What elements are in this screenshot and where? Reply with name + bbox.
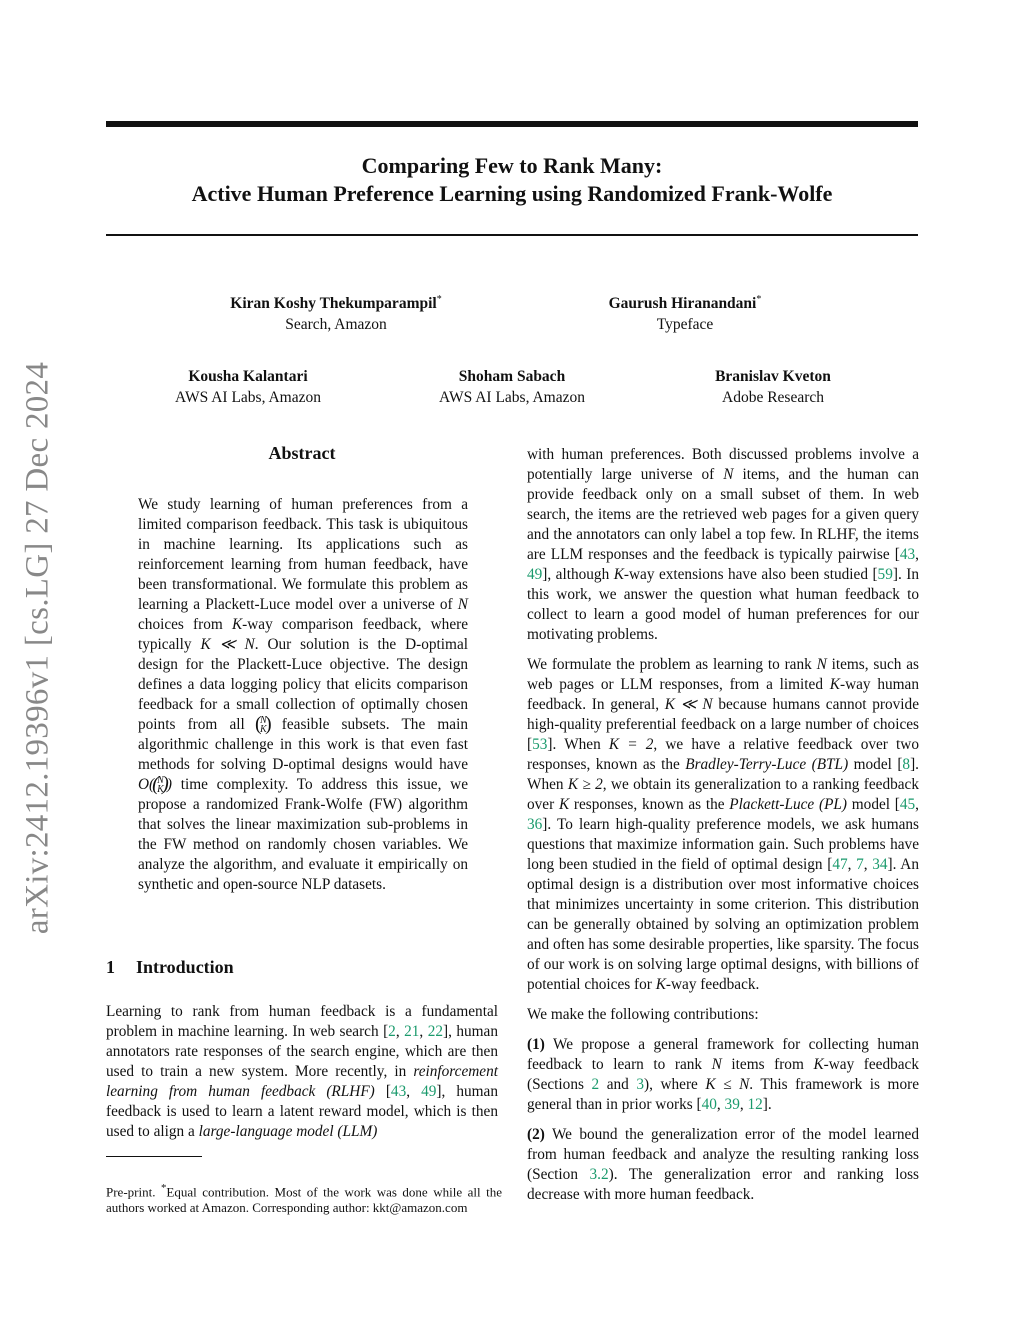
contribution-item: (2) We bound the generalization error of the model learned from human feedback and analyze the resulting ranking loss (Section 3.2). The generalization error and ranking loss decrease with more human feedback. xyxy=(527,1126,919,1203)
section-link[interactable]: 3.2 xyxy=(589,1166,609,1183)
contribution-item: (1) We propose a general framework for collecting human feedback to learn to rank N items from K-way feedback (Sections 2 and 3), where K ≤ N. This framework is more general than in prior works [40, 39, 12]. xyxy=(527,1036,919,1113)
section-number: 1 xyxy=(106,957,115,977)
paragraph: We formulate the problem as learning to rank N items, such as web pages or LLM responses, from a limited K-way human feedback. In general, K ≪ N because humans cannot provide high-quality preferential feedback on a large number of choices [53]. When K = 2, we have a relative feedback over two responses, known as the Bradley-Terry-Luce (BTL) model [8]. When K ≥ 2, we obtain its generalization to a ranking feedback over K responses, known as the Plackett-Luce (PL) model [45, 36]. To learn high-quality preference models, we ask humans questions that maximize information gain. Such problems have long been studied in the field of optimal design [47, 7, 34]. An optimal design is a distribution over most informative choices that minimizes uncertainty in some criterion. This distribution can be generally obtained by solving an optimization problem and often has some desirable properties, like sparsity. The focus of our work is on solving large optimal designs, with billions of potential choices for K-way feedback. xyxy=(527,656,919,993)
author-affiliation: Adobe Research xyxy=(722,389,824,406)
citation-link[interactable]: 34 xyxy=(872,856,888,873)
title-rule xyxy=(106,234,918,236)
citation-link[interactable]: 43 xyxy=(390,1083,407,1100)
paper-title xyxy=(106,152,918,208)
section-title: Introduction xyxy=(136,957,234,977)
math-N: N xyxy=(457,596,468,613)
binomial-N-choose-K: ( N K ) xyxy=(257,716,270,734)
citation-link[interactable]: 22 xyxy=(427,1023,443,1040)
author-name: Kiran Koshy Thekumparampil xyxy=(230,295,437,313)
abstract-heading: Abstract xyxy=(268,443,336,463)
author-block xyxy=(186,289,486,335)
math-K: K xyxy=(231,616,243,633)
author-block xyxy=(412,366,612,408)
paragraph: We make the following contributions: xyxy=(527,1006,759,1023)
citation-link[interactable]: 36 xyxy=(527,816,543,833)
citation-link[interactable]: 39 xyxy=(724,1096,740,1113)
footnote: Pre-print. *Equal contribution. Most of the work was done while all the authors worked at Amazon. Corresponding author: kkt@amazon.com xyxy=(106,1182,502,1216)
abstract-body: We study learning of human preferences from a limited comparison feedback. This task is ubiquitous in machine learning. Its applications such as reinforcement learning from human feedback, have been transformational. We formulate this problem as learning a Plackett-Luce model over a universe of N choices from K-way comparison feedback, where typically K ≪ N. Our solution is the D-optimal design for the Plackett-Luce objective. The design defines a data logging policy that elicits comparison feedback for a small collection of optimally chosen points from all ( N K ) feasible subsets. The main algorithmic challenge in this work is that even fast methods for solving D-optimal designs would have O( ( N K ) ) time complexity. To address this issue, we propose a randomized Frank-Wolfe (FW) algorithm that solves the linear maximization sub-problems in the FW method on randomly chosen variables. We analyze the algorithm, and evaluate it empirically on synthetic and open-source NLP datasets. xyxy=(138,495,468,895)
citation-link[interactable]: 45 xyxy=(899,796,916,813)
title-line-2: Active Human Preference Learning using Randomized Frank-Wolfe xyxy=(191,181,833,206)
author-affiliation: Search, Amazon xyxy=(285,316,387,334)
citation-link[interactable]: 21 xyxy=(404,1023,420,1040)
paragraph: with human preferences. Both discussed problems involve a potentially large universe of N items, and the human can provide feedback only on a small subset of them. In web search, the items are the retrieved web pages for a given query and the annotators can only label a top few. In RLHF, the items are LLM responses and the feedback is typically pairwise [43, 49], although K-way extensions have also been studied [59]. In this work, we answer the question what human feedback to collect to learn a good model of human preferences for our motivating problems. xyxy=(527,446,919,643)
big-o-notation: O( ( N K ) ) xyxy=(138,776,172,793)
math-K-ll-N: K ≪ N xyxy=(200,636,255,653)
section-heading xyxy=(106,957,234,978)
top-rule xyxy=(106,121,918,127)
author-affiliation: AWS AI Labs, Amazon xyxy=(439,389,585,406)
author-affiliation: Typeface xyxy=(656,316,714,334)
citation-link[interactable]: 43 xyxy=(899,546,916,563)
author-block xyxy=(545,289,825,335)
citation-link[interactable]: 49 xyxy=(421,1083,437,1100)
footnote-rule xyxy=(106,1156,202,1157)
author-block xyxy=(673,366,873,408)
section-link[interactable]: 3 xyxy=(636,1076,644,1093)
author-name: Gaurush Hiranandani xyxy=(608,295,757,313)
right-column xyxy=(527,445,919,1215)
footnote-mark: * xyxy=(160,1182,167,1194)
citation-link[interactable]: 59 xyxy=(877,566,893,583)
citation-link[interactable]: 2 xyxy=(388,1023,396,1040)
citation-link[interactable]: 49 xyxy=(527,566,543,583)
intro-paragraph: Learning to rank from human feedback is a fundamental problem in machine learning. In web search [2, 21, 22], human annotators rate responses of the search engine, which are then used to train a new system. More recently, in reinforcement learning from human feedback (RLHF) [43, 49], human feedback is used to learn a latent reward model, which is then used to align a large-language model (LLM) xyxy=(106,1003,498,1140)
citation-link[interactable]: 7 xyxy=(856,856,864,873)
author-block xyxy=(148,366,348,408)
citation-link[interactable]: 12 xyxy=(747,1096,763,1113)
section-link[interactable]: 2 xyxy=(591,1076,600,1093)
citation-link[interactable]: 40 xyxy=(701,1096,717,1113)
arxiv-watermark xyxy=(18,355,58,940)
author-name: Kousha Kalantari xyxy=(188,368,308,385)
citation-link[interactable]: 8 xyxy=(902,756,911,773)
title-line-1: Comparing Few to Rank Many: xyxy=(361,153,663,178)
citation-link[interactable]: 47 xyxy=(832,856,848,873)
author-name: Shoham Sabach xyxy=(458,368,566,385)
author-name: Branislav Kveton xyxy=(715,368,831,385)
citation-link[interactable]: 53 xyxy=(532,736,548,753)
equal-contribution-mark: * xyxy=(436,294,442,305)
equal-contribution-mark: * xyxy=(756,294,762,305)
arxiv-identifier: arXiv:2412.19396v1 [cs.LG] 27 Dec 2024 xyxy=(19,361,56,934)
author-affiliation: AWS AI Labs, Amazon xyxy=(175,389,321,406)
